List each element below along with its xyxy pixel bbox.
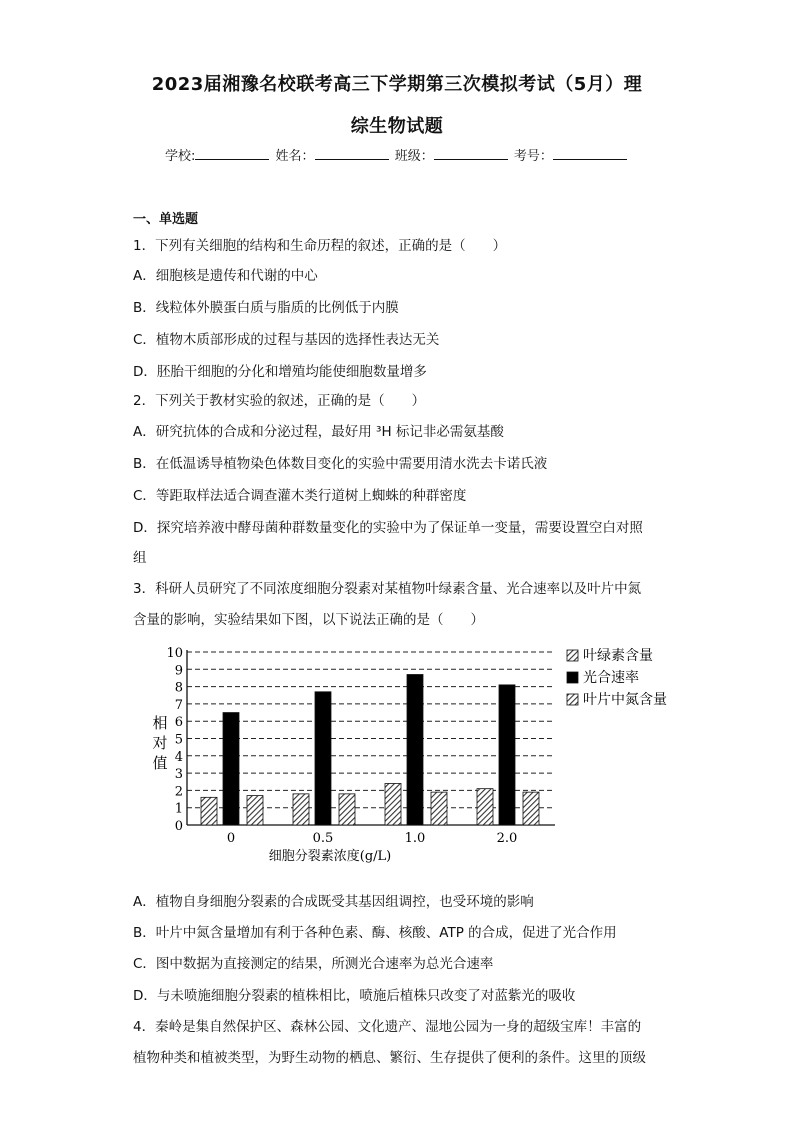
q3-bar-chart [130, 640, 690, 870]
y-tick-label: 6 [174, 715, 183, 731]
y-tick-label: 3 [174, 767, 183, 783]
bar-chlorophyll [477, 789, 493, 825]
class-blank[interactable] [434, 147, 508, 160]
chart-x-axis-label: 细胞分裂素浓度(g/L) [268, 849, 392, 864]
y-tick-label: 10 [166, 646, 183, 661]
legend-swatch [567, 650, 578, 661]
school-label: 学校: [165, 149, 196, 164]
class-label: 班级： [394, 149, 434, 164]
section-heading: 一、单选题 [133, 212, 199, 227]
q2-stem: 2．下列关于教材实验的叙述，正确的是（ ） [133, 393, 426, 409]
y-tick-label: 1 [174, 801, 183, 817]
q3-stem-line2: 含量的影响，实验结果如下图，以下说法正确的是（ ） [133, 612, 484, 628]
q1-option-a: A．细胞核是遗传和代谢的中心 [133, 268, 318, 284]
legend-swatch [567, 694, 578, 705]
bar-leaf-nitrogen [339, 794, 355, 825]
bar-photosynthesis-rate [315, 692, 331, 825]
bar-leaf-nitrogen [247, 796, 263, 825]
q2-option-a: A．研究抗体的合成和分泌过程，最好用 ³H 标记非必需氨基酸 [133, 424, 504, 440]
q2-option-d-line2: 组 [133, 550, 147, 566]
chart-legend [567, 648, 667, 708]
bar-photosynthesis-rate [499, 685, 515, 825]
x-tick-label: 1.0 [404, 831, 426, 846]
bar-photosynthesis-rate [223, 713, 239, 825]
y-tick-label: 0 [174, 819, 183, 834]
bar-chlorophyll [201, 797, 217, 825]
legend-label: 光合速率 [583, 670, 639, 686]
q1-option-c: C．植物木质部形成的过程与基因的选择性表达无关 [133, 332, 440, 348]
legend-label: 叶片中氮含量 [583, 692, 667, 708]
school-blank[interactable] [195, 147, 269, 160]
y-tick-label: 4 [174, 749, 183, 765]
bar-chlorophyll [385, 783, 401, 825]
q2-option-d-line1: D．探究培养液中酵母菌种群数量变化的实验中为了保证单一变量，需要设置空白对照 [133, 520, 643, 536]
q1-stem: 1．下列有关细胞的结构和生命历程的叙述，正确的是（ ） [133, 238, 507, 254]
x-tick-label: 0.5 [312, 831, 334, 846]
q3-option-d: D．与未喷施细胞分裂素的植株相比，喷施后植株只改变了对蓝紫光的吸收 [133, 988, 576, 1004]
exam-title-line2: 综生物试题 [350, 116, 444, 137]
bar-chlorophyll [293, 794, 309, 825]
legend-label: 叶绿素含量 [583, 648, 653, 664]
q1-option-b: B．线粒体外膜蛋白质与脂质的比例低于内膜 [133, 300, 399, 316]
y-label-char: 相 [152, 714, 168, 732]
y-tick-label: 9 [174, 663, 183, 679]
q3-stem-line1: 3．科研人员研究了不同浓度细胞分裂素对某植物叶绿素含量、光合速率以及叶片中氮 [133, 581, 642, 597]
y-tick-label: 2 [174, 784, 183, 800]
x-tick-label: 0 [226, 831, 236, 846]
exam-number-label: 考号： [513, 149, 553, 164]
y-tick-label: 5 [174, 732, 183, 748]
bar-photosynthesis-rate [407, 674, 423, 825]
y-label-char: 值 [152, 754, 168, 772]
q3-option-c: C．图中数据为直接测定的结果，所测光合速率为总光合速率 [133, 956, 494, 972]
exam-title-line1: 2023届湘豫名校联考高三下学期第三次模拟考试（5月）理 [151, 74, 643, 95]
exam-number-blank[interactable] [553, 147, 627, 160]
q2-option-b: B．在低温诱导植物染色体数目变化的实验中需要用清水洗去卡诺氏液 [133, 456, 548, 472]
chart-bars [201, 674, 539, 825]
q4-stem-line1: 4．秦岭是集自然保护区、森林公园、文化遗产、湿地公园为一身的超级宝库！丰富的 [133, 1019, 642, 1035]
q4-stem-line2: 植物种类和植被类型，为野生动物的栖息、繁衍、生存提供了便利的条件。这里的顶级 [133, 1050, 646, 1066]
name-blank[interactable] [315, 147, 389, 160]
q3-option-b: B．叶片中氮含量增加有利于各种色素、酶、核酸、ATP 的合成，促进了光合作用 [133, 925, 617, 941]
chart-y-axis-label [152, 714, 167, 772]
bar-leaf-nitrogen [523, 792, 539, 825]
q2-option-c: C．等距取样法适合调查灌木类行道树上蜘蛛的种群密度 [133, 488, 467, 504]
y-label-char: 对 [152, 734, 168, 752]
legend-swatch [567, 672, 578, 683]
y-tick-label: 8 [174, 680, 183, 696]
y-tick-label: 7 [174, 697, 183, 713]
student-info-row [165, 145, 629, 164]
bar-leaf-nitrogen [431, 792, 447, 825]
name-label: 姓名： [275, 149, 315, 164]
q3-option-a: A．植物自身细胞分裂素的合成既受其基因组调控，也受环境的影响 [133, 894, 534, 910]
x-tick-label: 2.0 [496, 831, 518, 846]
q1-option-d: D．胚胎干细胞的分化和增殖均能使细胞数量增多 [133, 364, 427, 380]
